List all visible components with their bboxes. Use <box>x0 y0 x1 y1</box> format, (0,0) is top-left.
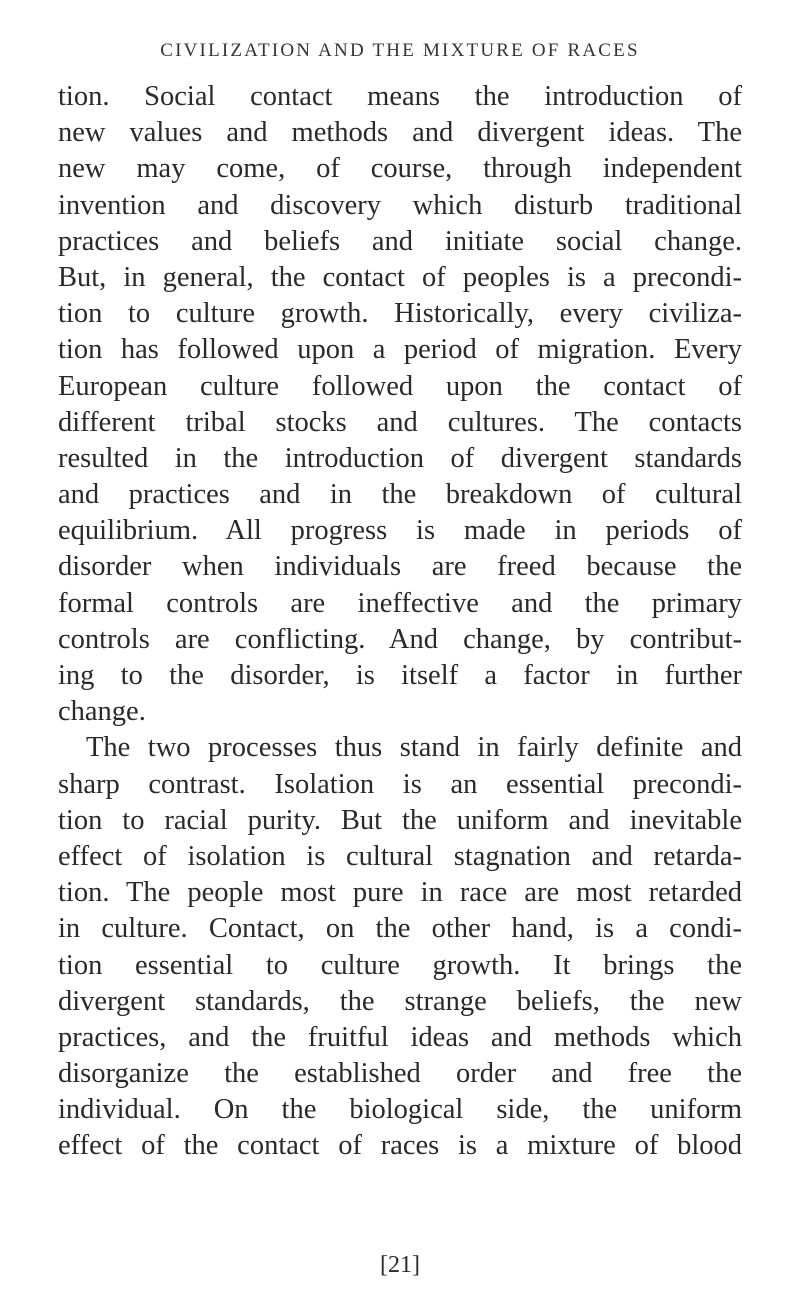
text-line: equilibrium. All progress is made in periods of <box>58 515 742 547</box>
text-line: ing to the disorder, is itself a factor in further <box>58 660 742 691</box>
text-line: tion has followed upon a period of migration. Every <box>58 334 742 366</box>
text-line: individual. On the biological side, the uniform <box>58 1094 742 1126</box>
text-line: tion. Social contact means the introduction of <box>58 81 742 112</box>
text-line: divergent standards, the strange beliefs, the new <box>58 985 742 1017</box>
text-line: European culture followed upon the contact of <box>58 370 742 402</box>
text-line: formal controls are ineffective and the primary <box>58 587 742 619</box>
text-line: tion essential to culture growth. It brings the <box>58 949 742 981</box>
text-line: But, in general, the contact of peoples is a precondi- <box>58 261 742 293</box>
text-line: in culture. Contact, on the other hand, is a condi- <box>58 913 742 945</box>
text-line: tion to racial purity. But the uniform and inevitable <box>58 804 742 836</box>
text-line: resulted in the introduction of divergent standards <box>58 442 742 474</box>
text-line: The two processes thus stand in fairly definite and <box>86 732 742 764</box>
running-head: CIVILIZATION AND THE MIXTURE OF RACES <box>160 40 640 61</box>
text-line: different tribal stocks and cultures. The contacts <box>58 406 742 438</box>
text-line: tion. The people most pure in race are most retarded <box>58 877 742 909</box>
text-line: invention and discovery which disturb traditional <box>58 189 742 221</box>
paragraph <box>58 79 742 730</box>
text-line: practices and beliefs and initiate social change. <box>58 225 742 257</box>
body-text <box>58 79 742 1165</box>
text-line: and practices and in the breakdown of cultural <box>58 479 742 511</box>
text-line: new values and methods and divergent ideas. The <box>58 117 742 149</box>
text-line: disorder when individuals are freed because the <box>58 551 742 583</box>
text-line: tion to culture growth. Historically, every civiliza- <box>58 298 742 330</box>
text-line: effect of isolation is cultural stagnation and retarda- <box>58 840 742 872</box>
text-line: controls are conflicting. And change, by contribut- <box>58 623 742 655</box>
page-number: [21] <box>380 1252 420 1278</box>
text-line: new may come, of course, through independent <box>58 153 742 185</box>
text-line: practices, and the fruitful ideas and methods which <box>58 1021 742 1053</box>
text-line: disorganize the established order and free the <box>58 1058 742 1090</box>
paragraph <box>58 730 742 1164</box>
text-line: effect of the contact of races is a mixture of blood <box>58 1130 742 1162</box>
text-line: sharp contrast. Isolation is an essential precondi- <box>58 768 742 800</box>
text-line: change. <box>58 696 146 728</box>
